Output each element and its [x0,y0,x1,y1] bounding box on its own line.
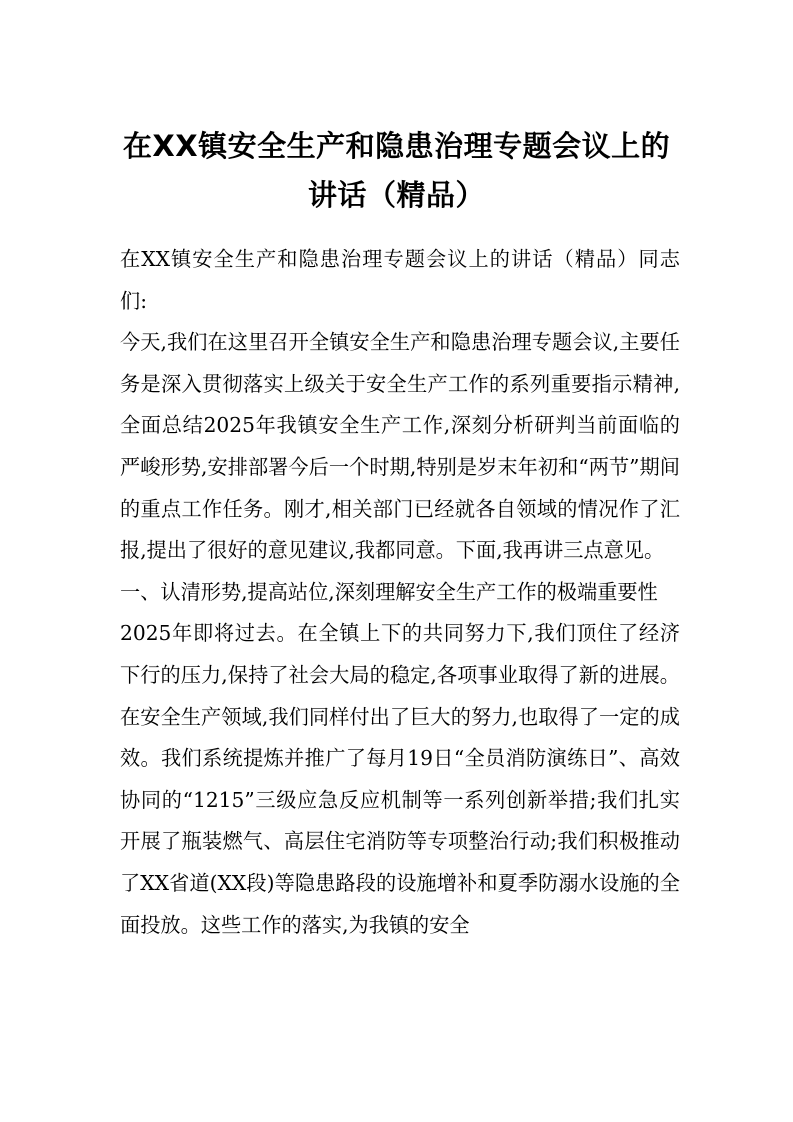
document-title-line-2: 讲话（精品） [307,178,485,212]
section-heading-1: 一、认清形势,提高站位,深刻理解安全生产工作的极端重要性 [120,579,658,604]
body-paragraph-review: 2025年即将过去。在全镇上下的共同努力下,我们顶住了经济下行的压力,保持了社会大局的稳定,各项事业取得了新的进展。在安全生产领域,我们同样付出了巨大的努力,也取得了一定的成效。我们系统提炼并推广了每月19日“全员消防演练日”、高效协同的“1215”三级应急反应机制等一系列创新举措;我们扎实开展了瓶装燃气、高层住宅消防等专项整治行动;我们积极推动了XX省道(XX段)等隐患路段的设施增补和夏季防溺水设施的全面投放。这些工作的落实,为我镇的安全 [120,621,680,937]
body-paragraph-opening: 今天,我们在这里召开全镇安全生产和隐患治理专题会议,主要任务是深入贯彻落实上级关于安全生产工作的系列重要指示精神,全面总结2025年我镇安全生产工作,深刻分析研判当前面临的严峻形势,安排部署今后一个时期,特别是岁末年初和“两节”期间的重点工作任务。刚才,相关部门已经就各自领域的情况作了汇报,提出了很好的意见建议,我都同意。下面,我再讲三点意见。 [120,330,680,563]
document-title-line-1: 在XX镇安全生产和隐患治理专题会议上的 [122,129,671,163]
document-body [120,239,680,946]
body-paragraph-greeting: 在XX镇安全生产和隐患治理专题会议上的讲话（精品）同志们: [120,247,680,313]
